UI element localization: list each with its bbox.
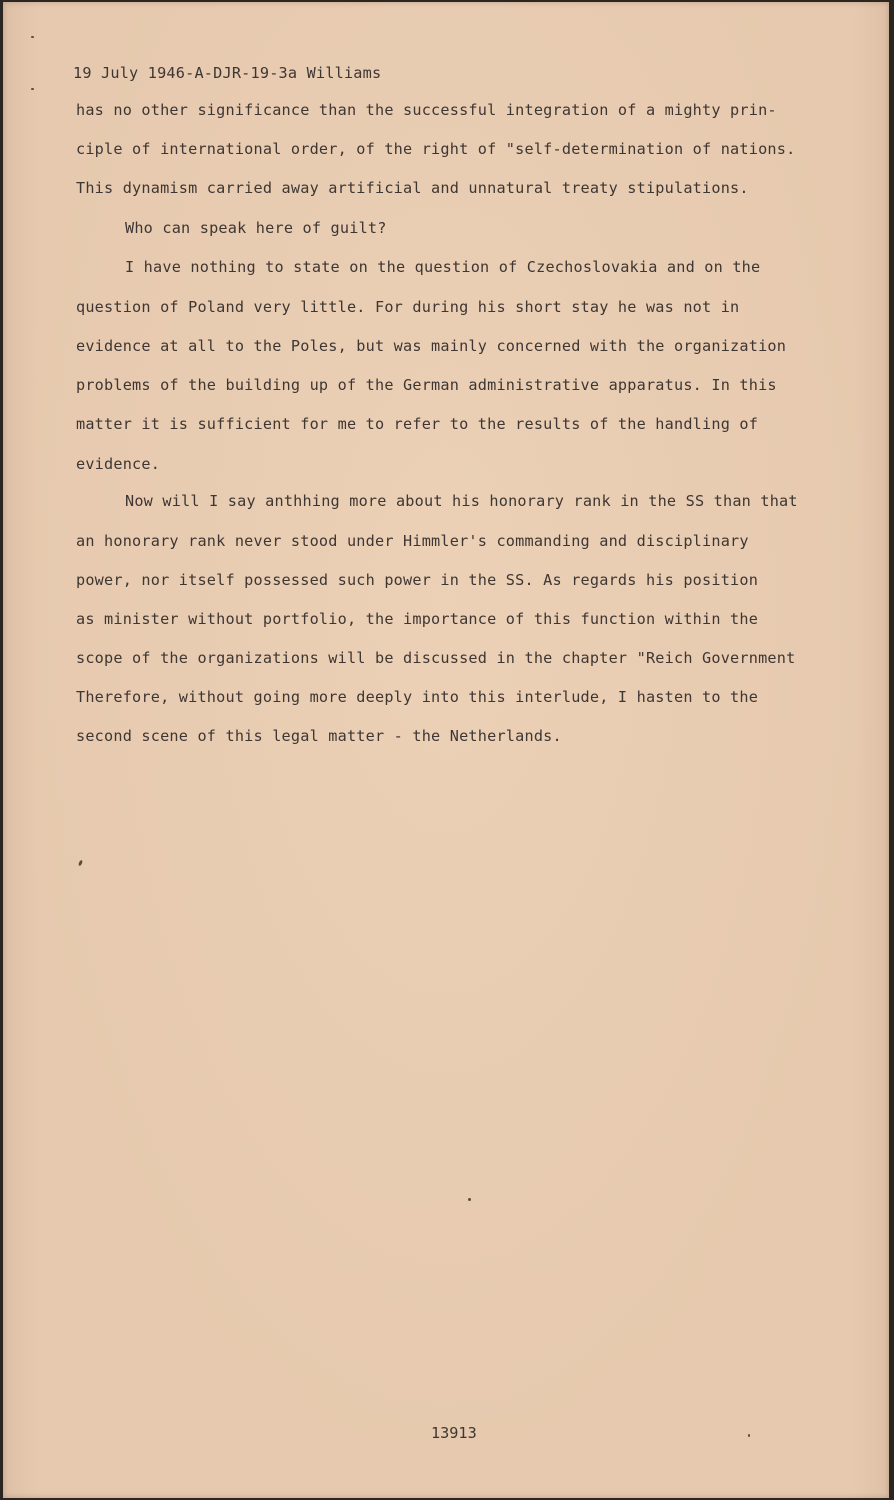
text-line: an honorary rank never stood under Himmler's commanding and disciplinary — [76, 532, 749, 550]
paper-speck — [31, 88, 34, 90]
text-line: I have nothing to state on the question of Czechoslovakia and on the — [125, 258, 761, 276]
text-line: matter it is sufficient for me to refer to the results of the handling of — [76, 415, 759, 433]
paper-speck — [78, 860, 83, 867]
text-line: ciple of international order, of the right of "self-determination of nations. — [76, 140, 796, 158]
paper-speck — [748, 1434, 750, 1437]
text-line: power, nor itself possessed such power in the SS. As regards his position — [76, 571, 759, 589]
text-line: evidence. — [76, 455, 161, 473]
text-line: second scene of this legal matter - the Netherlands. — [76, 727, 562, 745]
text-line: Now will I say anthhing more about his honorary rank in the SS than that — [125, 492, 798, 510]
text-line: as minister without portfolio, the importance of this function within the — [76, 610, 759, 628]
text-line: evidence at all to the Poles, but was mainly concerned with the organization — [76, 337, 787, 355]
page-number: 13913 — [431, 1424, 477, 1442]
document-page — [3, 2, 889, 1498]
text-line: problems of the building up of the German administrative apparatus. In this — [76, 376, 777, 394]
text-line: has no other significance than the successful integration of a mighty prin- — [76, 101, 777, 119]
text-line: Therefore, without going more deeply into this interlude, I hasten to the — [76, 688, 759, 706]
text-line: Who can speak here of guilt? — [125, 219, 387, 237]
text-line: question of Poland very little. For during his short stay he was not in — [76, 298, 740, 316]
paper-speck — [31, 36, 34, 38]
paper-speck — [468, 1198, 471, 1201]
text-line: scope of the organizations will be discussed in the chapter "Reich Government — [76, 649, 796, 667]
text-line: This dynamism carried away artificial and unnatural treaty stipulations. — [76, 179, 749, 197]
document-header: 19 July 1946-A-DJR-19-3a Williams — [73, 64, 382, 82]
